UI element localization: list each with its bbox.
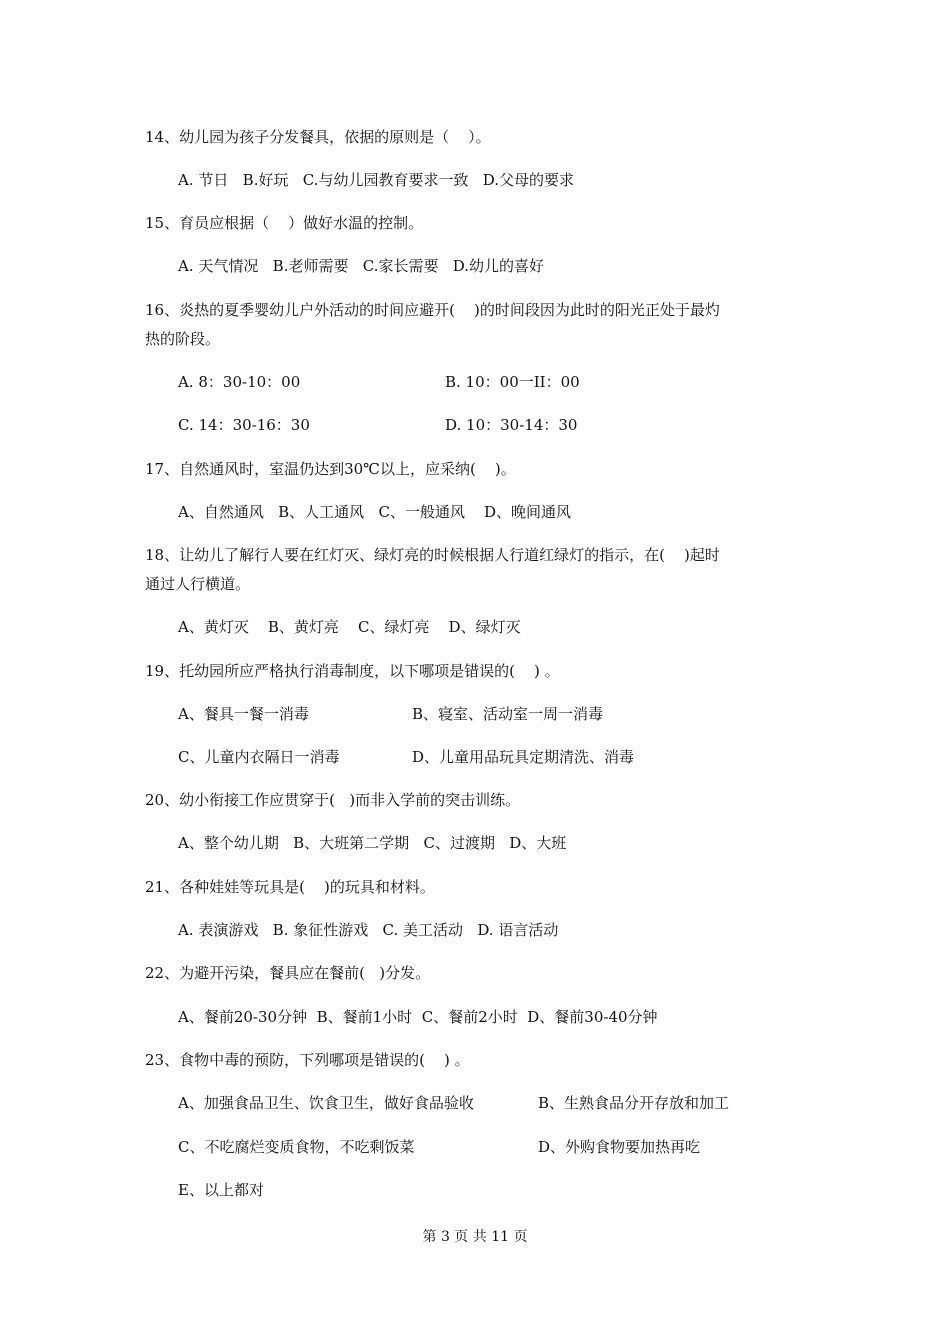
- question-16-option-a: A. 8：30-10：00: [178, 373, 301, 391]
- question-22-options: A、餐前20-30分钟 B、餐前1小时 C、餐前2小时 D、餐前30-40分钟: [178, 1008, 658, 1026]
- question-18-options: A、黄灯灭 B、黄灯亮 C、绿灯亮 D、绿灯灭: [178, 618, 521, 636]
- question-23-option-d: D、外购食物要加热再吃: [538, 1138, 701, 1156]
- question-23-option-e: E、以上都对: [178, 1181, 264, 1199]
- question-17-stem: 17、自然通风时，室温仍达到30℃以上，应采纳( )。: [145, 460, 516, 478]
- page-footer: 第 3 页 共 11 页: [422, 1229, 528, 1245]
- question-16-option-c: C. 14：30-16：30: [178, 416, 310, 434]
- question-23-option-c: C、不吃腐烂变质食物，不吃剩饭菜: [178, 1138, 415, 1156]
- question-19-option-a: A、餐具一餐一消毒: [178, 705, 309, 723]
- question-20-options: A、整个幼儿期 B、大班第二学期 C、过渡期 D、大班: [178, 834, 567, 852]
- question-22-stem: 22、为避开污染，餐具应在餐前( )分发。: [145, 964, 431, 982]
- question-23-stem: 23、食物中毒的预防，下列哪项是错误的( ) 。: [145, 1051, 470, 1069]
- question-16-option-b: B. 10：00一II：00: [445, 373, 580, 391]
- question-18-stem-line2: 通过人行横道。: [145, 575, 251, 593]
- question-19-option-d: D、儿童用品玩具定期清洗、消毒: [412, 748, 635, 766]
- question-21-options: A. 表演游戏 B. 象征性游戏 C. 美工活动 D. 语言活动: [178, 921, 559, 939]
- question-15-stem: 15、育员应根据（ ）做好水温的控制。: [145, 214, 424, 232]
- question-16-option-d: D. 10：30-14：30: [445, 416, 578, 434]
- question-18-stem-line1: 18、让幼儿了解行人要在红灯灭、绿灯亮的时候根据人行道红绿灯的指示，在( )起时: [145, 546, 720, 564]
- question-16-stem-line2: 热的阶段。: [145, 330, 221, 348]
- question-14-options: A. 节日 B.好玩 C.与幼儿园教育要求一致 D.父母的要求: [178, 171, 575, 189]
- question-15-options: A. 天气情况 B.老师需要 C.家长需要 D.幼儿的喜好: [178, 257, 545, 275]
- question-19-stem: 19、托幼园所应严格执行消毒制度，以下哪项是错误的( ) 。: [145, 662, 560, 680]
- question-14-stem: 14、幼儿园为孩子分发餐具，依据的原则是（ ）。: [145, 128, 491, 146]
- question-16-stem-line1: 16、炎热的夏季婴幼儿户外活动的时间应避开( )的时间段因为此时的阳光正处于最灼: [145, 301, 720, 319]
- question-21-stem: 21、各种娃娃等玩具是( )的玩具和材料。: [145, 878, 435, 896]
- question-19-option-b: B、寝室、活动室一周一消毒: [412, 705, 604, 723]
- question-20-stem: 20、幼小衔接工作应贯穿于( )而非入学前的突击训练。: [145, 791, 521, 809]
- question-17-options: A、自然通风 B、人工通风 C、一般通风 D、晚间通风: [178, 503, 572, 521]
- question-23-option-a: A、加强食品卫生、饮食卫生，做好食品验收: [178, 1094, 474, 1112]
- question-23-option-b: B、生熟食品分开存放和加工: [538, 1094, 730, 1112]
- question-19-option-c: C、儿童内衣隔日一消毒: [178, 748, 340, 766]
